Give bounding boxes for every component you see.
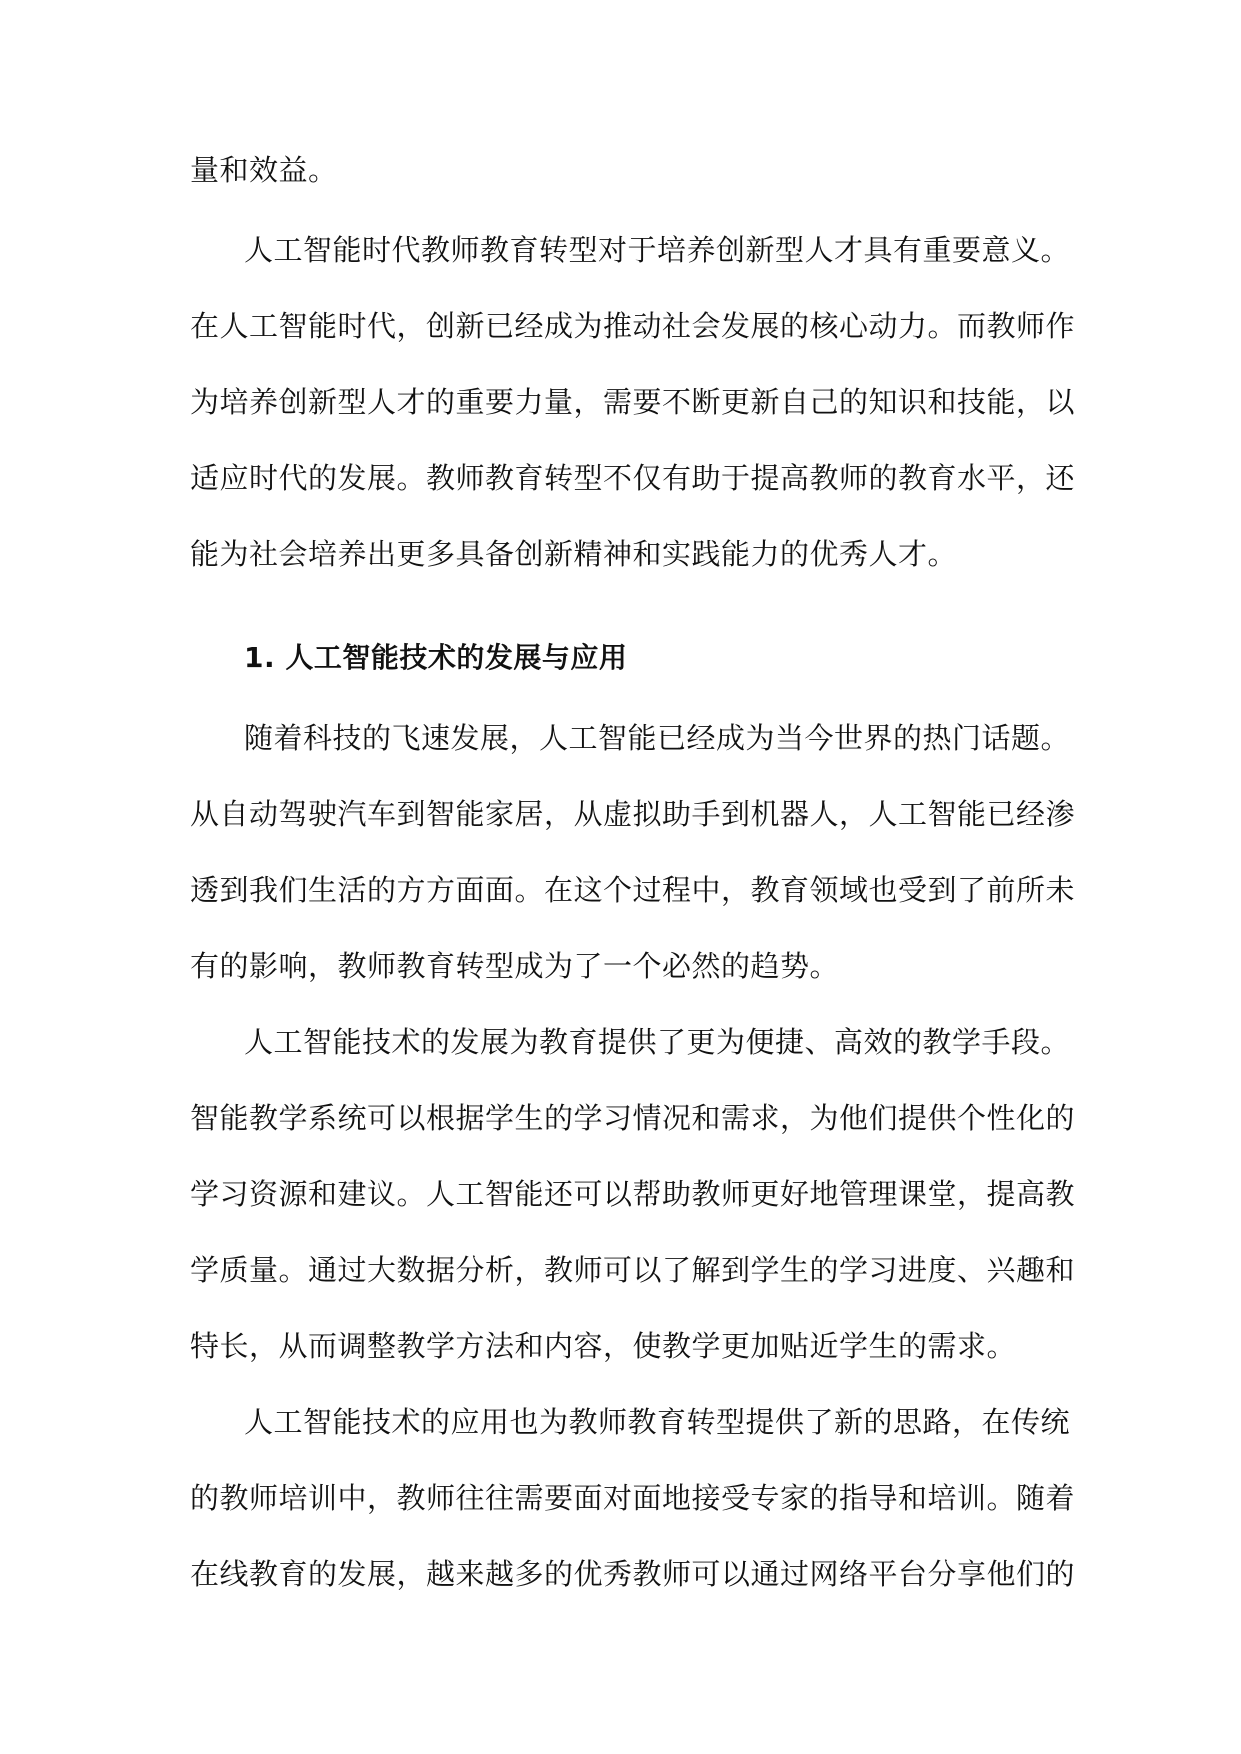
paragraph-first-line: 人工智能时代教师教育转型对于培养创新型人才具有重要意义。 — [244, 233, 1071, 267]
paragraph-first-line: 人工智能技术的发展为教育提供了更为便捷、高效的教学手段。 — [244, 1025, 1071, 1059]
text-line: 量和效益。 — [190, 153, 338, 187]
text-line: 能为社会培养出更多具备创新精神和实践能力的优秀人才。 — [190, 537, 958, 571]
paragraph-first-line: 人工智能技术的应用也为教师教育转型提供了新的思路，在传统 — [244, 1405, 1071, 1439]
text-line: 适应时代的发展。教师教育转型不仅有助于提高教师的教育水平，还 — [190, 461, 1076, 495]
text-line: 在线教育的发展，越来越多的优秀教师可以通过网络平台分享他们的 — [190, 1557, 1076, 1591]
text-line: 的教师培训中，教师往往需要面对面地接受专家的指导和培训。随着 — [190, 1481, 1076, 1515]
text-line: 为培养创新型人才的重要力量，需要不断更新自己的知识和技能，以 — [190, 385, 1076, 419]
text-line: 透到我们生活的方方面面。在这个过程中，教育领域也受到了前所未 — [190, 873, 1076, 907]
text-line: 从自动驾驶汽车到智能家居，从虚拟助手到机器人，人工智能已经渗 — [190, 797, 1076, 831]
text-line: 学习资源和建议。人工智能还可以帮助教师更好地管理课堂，提高教 — [190, 1177, 1076, 1211]
text-line: 特长，从而调整教学方法和内容，使教学更加贴近学生的需求。 — [190, 1329, 1017, 1363]
paragraph-first-line: 随着科技的飞速发展，人工智能已经成为当今世界的热门话题。 — [244, 721, 1071, 755]
text-line: 智能教学系统可以根据学生的学习情况和需求，为他们提供个性化的 — [190, 1101, 1076, 1135]
text-line: 在人工智能时代，创新已经成为推动社会发展的核心动力。而教师作 — [190, 309, 1076, 343]
section-heading: 1. 人工智能技术的发展与应用 — [244, 641, 628, 674]
text-line: 有的影响，教师教育转型成为了一个必然的趋势。 — [190, 949, 840, 983]
text-line: 学质量。通过大数据分析，教师可以了解到学生的学习进度、兴趣和 — [190, 1253, 1076, 1287]
